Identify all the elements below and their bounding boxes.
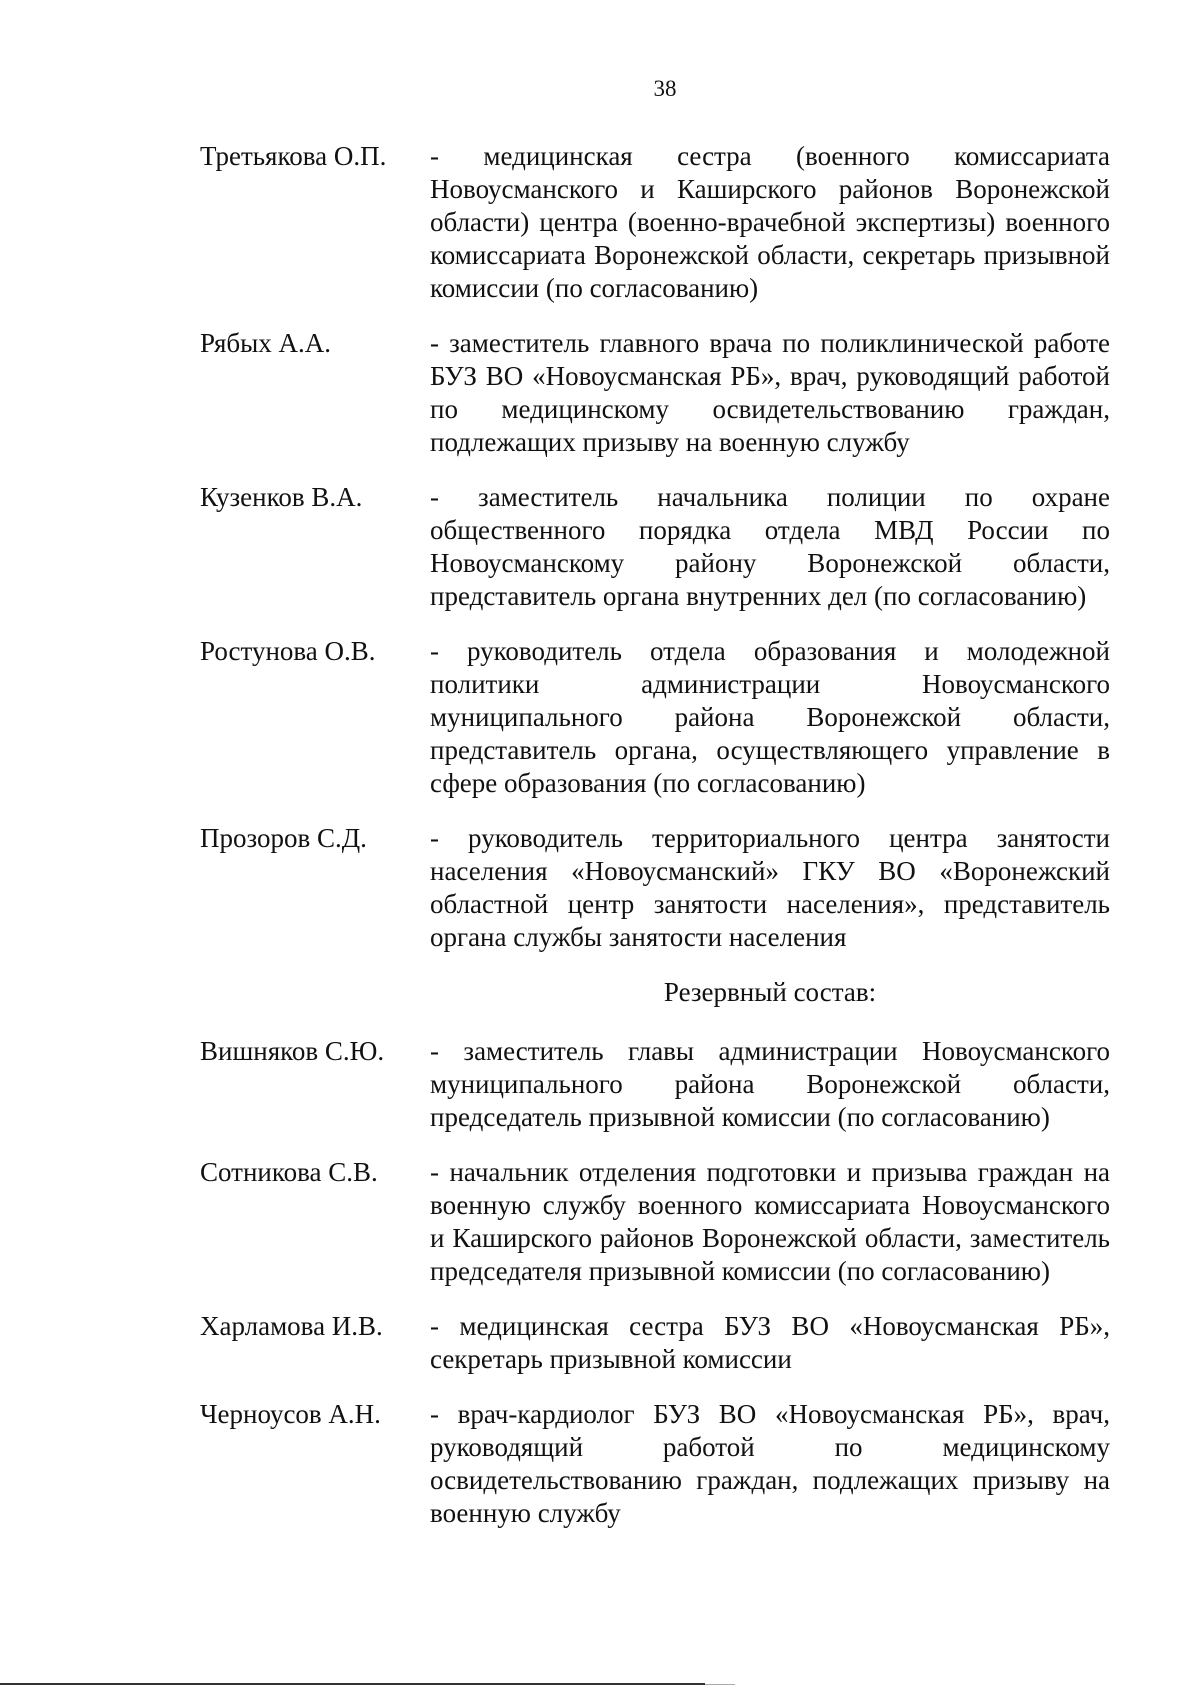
member-entry: [200, 140, 1110, 305]
member-name: Рябых А.А.: [200, 328, 332, 358]
reserve-member-entry: [200, 1310, 1110, 1376]
member-entry: [200, 822, 1110, 954]
reserve-member-entry: [200, 1035, 1110, 1134]
member-description: - заместитель начальника полиции по охране общественного порядка отдела МВД России по Новоусманскому району Воронежской области, представитель органа внутренних дел (по согласованию): [430, 482, 1110, 611]
reserve-member-description: - медицинская сестра БУЗ ВО «Новоусманская РБ», секретарь призывной комиссии: [430, 1311, 1110, 1374]
member-name: Третьякова О.П.: [200, 141, 387, 171]
page-number: 38: [653, 76, 677, 101]
footer-rule-tail: [705, 1684, 735, 1685]
reserve-member-name: Харламова И.В.: [200, 1311, 383, 1341]
member-entry: [200, 327, 1110, 459]
reserve-member-name: Черноусов А.Н.: [200, 1399, 381, 1429]
member-entry: [200, 635, 1110, 800]
member-description: - руководитель отдела образования и молодежной политики администрации Новоусманского муниципального района Воронежской области, представитель органа, осуществляющего управление в сфере образования (по согласованию): [430, 636, 1110, 798]
reserve-member-description: - начальник отделения подготовки и призыва граждан на военную службу военного комиссариата Новоусманского и Каширского районов Воронежской области, заместитель председателя призывной комиссии (по согласованию): [430, 1157, 1110, 1286]
footer-rule: [0, 1683, 705, 1685]
commission-list: [200, 140, 1110, 1552]
member-description: - заместитель главного врача по поликлинической работе БУЗ ВО «Новоусманская РБ», врач, руководящий работой по медицинскому освидетельствованию граждан, подлежащих призыву на военную службу: [430, 328, 1110, 457]
reserve-member-description: - врач-кардиолог БУЗ ВО «Новоусманская РБ», врач, руководящий работой по медицинскому освидетельствованию граждан, подлежащих призыву на военную службу: [430, 1399, 1110, 1528]
reserve-member-name: Сотникова С.В.: [200, 1157, 378, 1187]
reserve-member-description: - заместитель главы администрации Новоусманского муниципального района Воронежской области, председатель призывной комиссии (по согласованию): [430, 1036, 1110, 1132]
member-name: Ростунова О.В.: [200, 636, 376, 666]
member-name: Прозоров С.Д.: [200, 823, 367, 853]
reserve-member-name: Вишняков С.Ю.: [200, 1036, 385, 1066]
member-entry: [200, 481, 1110, 613]
member-name: Кузенков В.А.: [200, 482, 363, 512]
reserve-section-title: Резервный состав:: [663, 977, 877, 1007]
reserve-member-entry: [200, 1156, 1110, 1288]
member-description: - руководитель территориального центра занятости населения «Новоусманский» ГКУ ВО «Воронежский областной центр занятости населения», представитель органа службы занятости населения: [430, 823, 1110, 952]
member-description: - медицинская сестра (военного комиссариата Новоусманского и Каширского районов Воронежской области) центра (военно-врачебной экспертизы) военного комиссариата Воронежской области, секретарь призывной комиссии (по согласованию): [430, 141, 1110, 303]
reserve-member-entry: [200, 1398, 1110, 1530]
